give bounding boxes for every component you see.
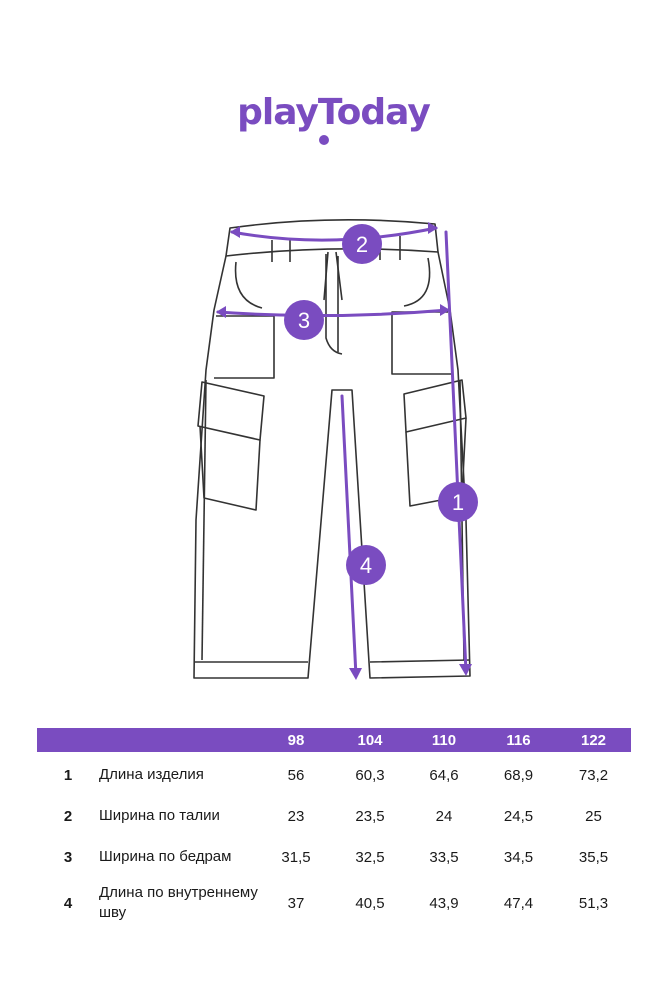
size-header-122: 122 [556,728,631,752]
table-cell: 34,5 [503,848,534,866]
table-cell: 24,5 [503,807,534,825]
measure-badge-3 [284,300,324,340]
waist-measure-line [232,228,436,240]
table-cell: 60,3 [355,766,385,784]
badge-label: 1 [451,490,465,515]
table-cell: 47,4 [503,894,534,912]
badge-label: 2 [355,232,369,257]
size-header-104: 104 [333,728,407,752]
table-cell: 23 [287,807,305,825]
row-number: 4 [63,894,73,912]
header-cell [99,728,259,752]
table-cell: 33,5 [429,848,459,866]
size-table [37,728,631,926]
measure-badge-2 [342,224,382,264]
table-cell: 43,9 [429,894,459,912]
size-header-row [37,728,631,752]
inseam-measure-line [342,396,356,676]
measure-name: Длина изделия [99,766,204,783]
pants-outline [194,220,470,678]
table-cell: 25 [585,807,602,825]
size-header-98: 98 [259,728,333,752]
badge-label: 4 [359,553,373,578]
table-cell: 32,5 [355,848,385,866]
row-number: 1 [63,766,73,784]
table-cell: 23,5 [355,807,385,825]
hip-measure-line [218,310,448,316]
measure-name: Длина по внутреннему шву [99,884,258,921]
size-header-110: 110 [407,728,481,752]
table-cell: 68,9 [503,766,534,784]
table-cell: 35,5 [578,848,609,866]
measure-name: Ширина по талии [99,807,220,824]
measure-name: Ширина по бедрам [99,848,232,865]
size-header-116: 116 [481,728,556,752]
table-row [37,798,631,834]
measure-badge-1 [438,482,478,522]
table-cell: 73,2 [578,766,609,784]
row-number: 3 [63,848,73,866]
table-cell: 24 [435,807,453,825]
table-cell: 64,6 [429,766,459,784]
table-cell: 51,3 [578,894,609,912]
brand-logo: playToday [237,92,430,133]
table-row [37,752,631,798]
table-cell: 56 [287,766,305,784]
header-cell [37,728,99,752]
table-row [37,880,631,926]
table-row [37,834,631,880]
row-number: 2 [63,807,73,825]
measure-badge-4 [346,545,386,585]
table-cell: 31,5 [281,848,311,866]
badge-label: 3 [297,308,311,333]
table-cell: 40,5 [355,894,385,912]
table-cell: 37 [287,894,305,912]
